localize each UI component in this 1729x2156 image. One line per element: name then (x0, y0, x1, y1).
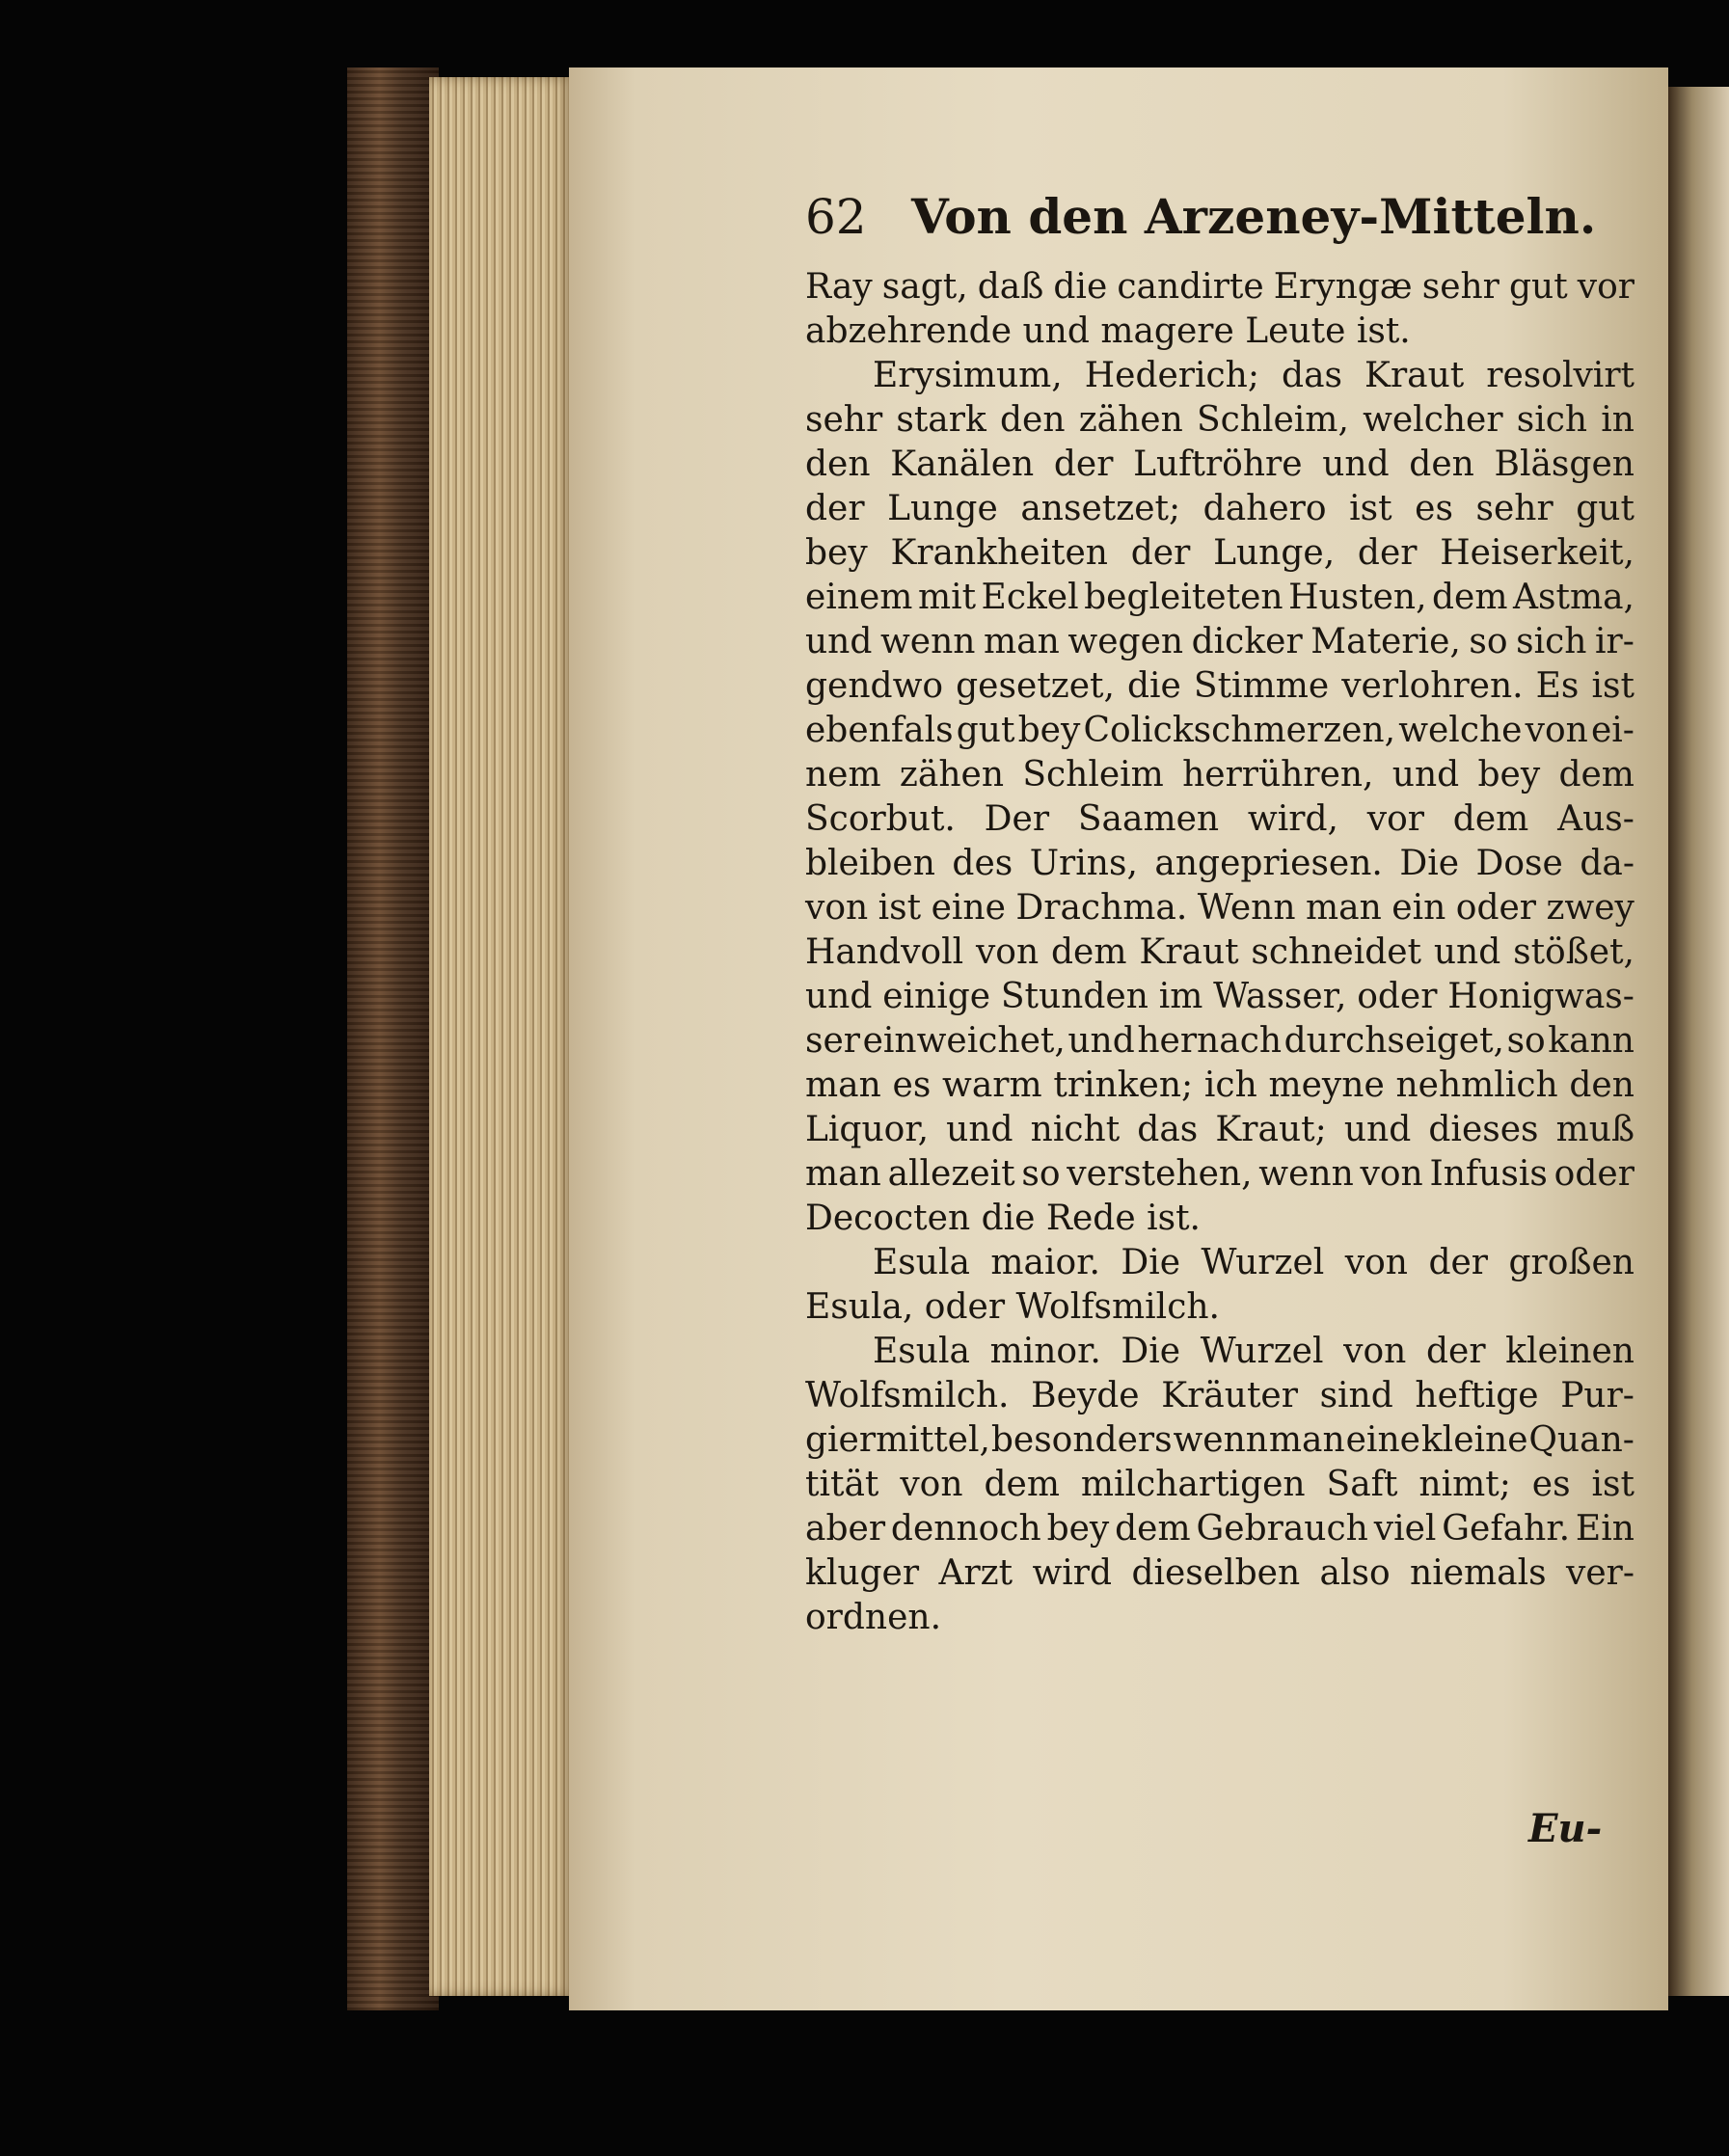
text-line: ebenfals gut bey Colickschmerzen, welche von ei- (805, 711, 1634, 750)
text-line: Handvoll von dem Kraut schneidet und stößet, (805, 932, 1634, 972)
page-text (805, 188, 1634, 1640)
text-line: man es warm trinken; ich meyne nehmlich den (805, 1065, 1634, 1105)
text-line: gendwo gesetzet, die Stimme verlohren. Es ist (805, 666, 1634, 706)
text-line: sehr stark den zähen Schleim, welcher sich in (805, 400, 1634, 440)
book-cover (347, 67, 439, 2010)
text-line: und wenn man wegen dicker Materie, so sich ir- (805, 622, 1634, 661)
text-line: Ray sagt, daß die candirte Eryngæ sehr gut vor (805, 267, 1634, 307)
text-line: den Kanälen der Luftröhre und den Bläsgen (805, 445, 1634, 484)
text-line: Liquor, und nicht das Kraut; und dieses muß (805, 1110, 1634, 1149)
text-line: aber dennoch bey dem Gebrauch viel Gefahr. Ein (805, 1509, 1634, 1549)
text-line: Erysimum, Hederich; das Kraut resolvirt (873, 356, 1634, 395)
text-line: tität von dem milchartigen Saft nimt; es ist (805, 1465, 1634, 1504)
text-line: nem zähen Schleim herrühren, und bey dem (805, 755, 1634, 795)
text-line: der Lunge ansetzet; dahero ist es sehr gut (805, 489, 1634, 528)
text-line: man allezeit so verstehen, wenn von Infusis oder (805, 1154, 1634, 1194)
text-line: giermittel, besonders wenn man eine kleine Quan- (805, 1420, 1634, 1460)
text-line: kluger Arzt wird dieselben also niemals ver- (805, 1553, 1634, 1593)
page-edges (429, 77, 574, 1996)
text-line: Esula maior. Die Wurzel von der großen (873, 1243, 1634, 1282)
text-line: Wolfsmilch. Beyde Kräuter sind heftige Pur- (805, 1376, 1634, 1415)
text-line: ser einweichet, und hernach durchseiget, so kann (805, 1021, 1634, 1061)
running-title: Von den Arzeney-Mitteln. (911, 188, 1597, 245)
text-line: Esula minor. Die Wurzel von der kleinen (873, 1332, 1634, 1371)
text-line: bleiben des Urins, angepriesen. Die Dose da- (805, 844, 1634, 883)
text-line: Esula, oder Wolfsmilch. (805, 1287, 1220, 1327)
text-line: abzehrende und magere Leute ist. (805, 311, 1411, 351)
text-line: und einige Stunden im Wasser, oder Honigwas- (805, 977, 1634, 1016)
next-page-gutter (1668, 87, 1729, 1996)
text-line: bey Krankheiten der Lunge, der Heiserkeit, (805, 533, 1634, 573)
text-line: ordnen. (805, 1598, 942, 1637)
text-line: von ist eine Drachma. Wenn man ein oder zwey (805, 888, 1634, 928)
body-text (805, 265, 1634, 1640)
catchword: Eu- (1528, 1806, 1603, 1851)
text-line: Decocten die Rede ist. (805, 1199, 1201, 1238)
text-line: Scorbut. Der Saamen wird, vor dem Aus- (805, 799, 1634, 839)
running-header (805, 188, 1634, 265)
page-number: 62 (805, 189, 867, 245)
text-line: einem mit Eckel begleiteten Husten, dem Astma, (805, 578, 1634, 617)
